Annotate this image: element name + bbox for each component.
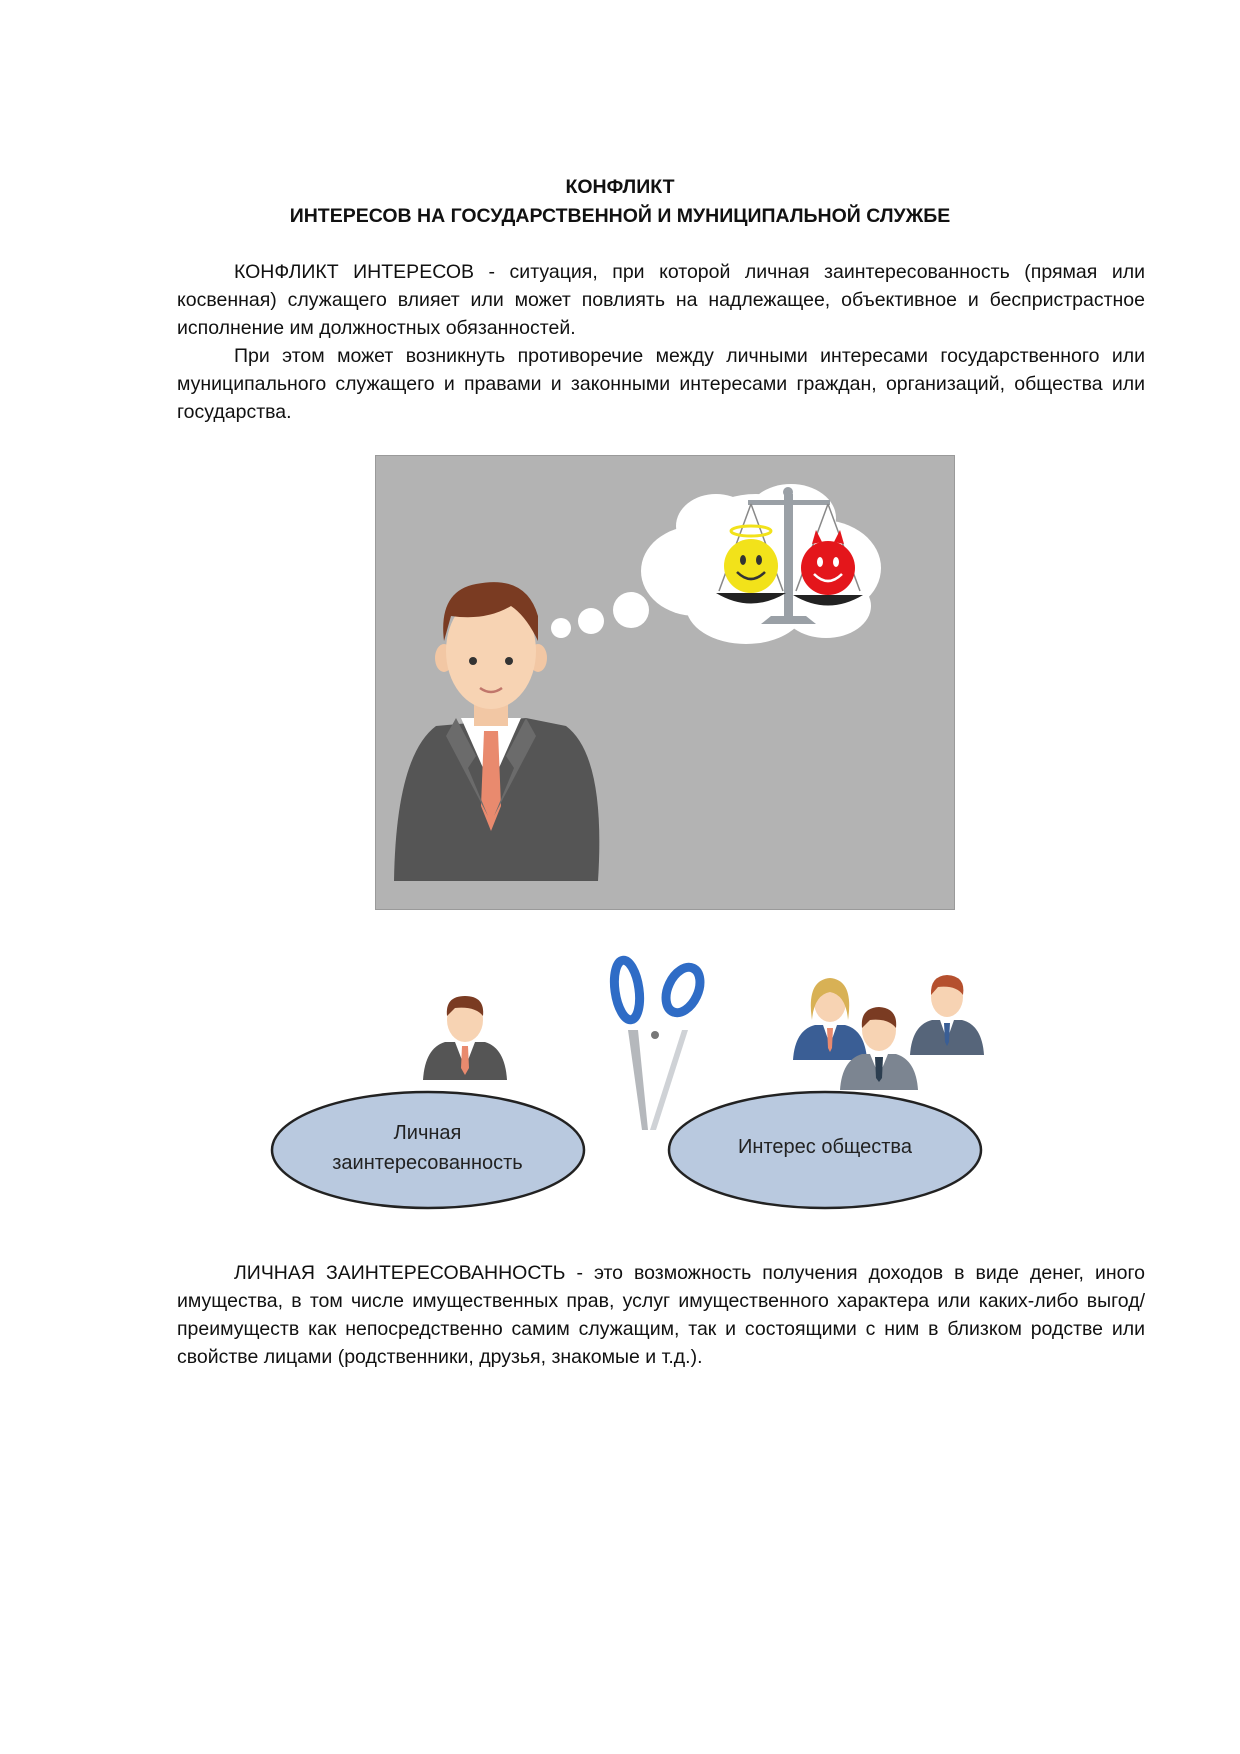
society-group-icon — [793, 975, 984, 1090]
illustration-thinking-official — [376, 456, 954, 909]
title-line1: КОНФЛИКТ — [565, 176, 675, 198]
interest-diagram — [270, 940, 1060, 1230]
paragraph-conflict-definition: КОНФЛИКТ ИНТЕРЕСОВ - ситуация, при которой личная заинтересованность (прямая или косвенная) служащего влияет или может повлиять на надлежащее, объективное и беспристрастное исполнение им должностных обязанностей. — [177, 261, 1145, 339]
official-small-icon — [423, 996, 507, 1080]
personal-interest-label — [305, 1118, 550, 1178]
personal-interest-label-line1: Личная — [393, 1122, 462, 1144]
paragraph-personal-interest-definition: ЛИЧНАЯ ЗАИНТЕРЕСОВАННОСТЬ - это возможность получения доходов в виде денег, иного имущества, в том числе имущественных прав, услуг имущественного характера или каких-либо выгод/преимуществ как непосредственно самим служащим, так и состоящими с ним в близком родстве или свойстве лицами (родственники, друзья, знакомые и т.д.). — [177, 1262, 1145, 1368]
paragraph-contradiction: При этом может возникнуть противоречие между личными интересами государственного или муниципального служащего и правами и законными интересами граждан, организаций, общества или государства. — [177, 345, 1145, 423]
title-line2: ИНТЕРЕСОВ НА ГОСУДАРСТВЕННОЙ И МУНИЦИПАЛЬНОЙ СЛУЖБЕ — [289, 205, 951, 227]
society-interest-label: Интерес общества — [738, 1136, 912, 1158]
scissors-icon — [611, 959, 707, 1130]
personal-interest-label-line2: заинтересованность — [332, 1152, 523, 1174]
